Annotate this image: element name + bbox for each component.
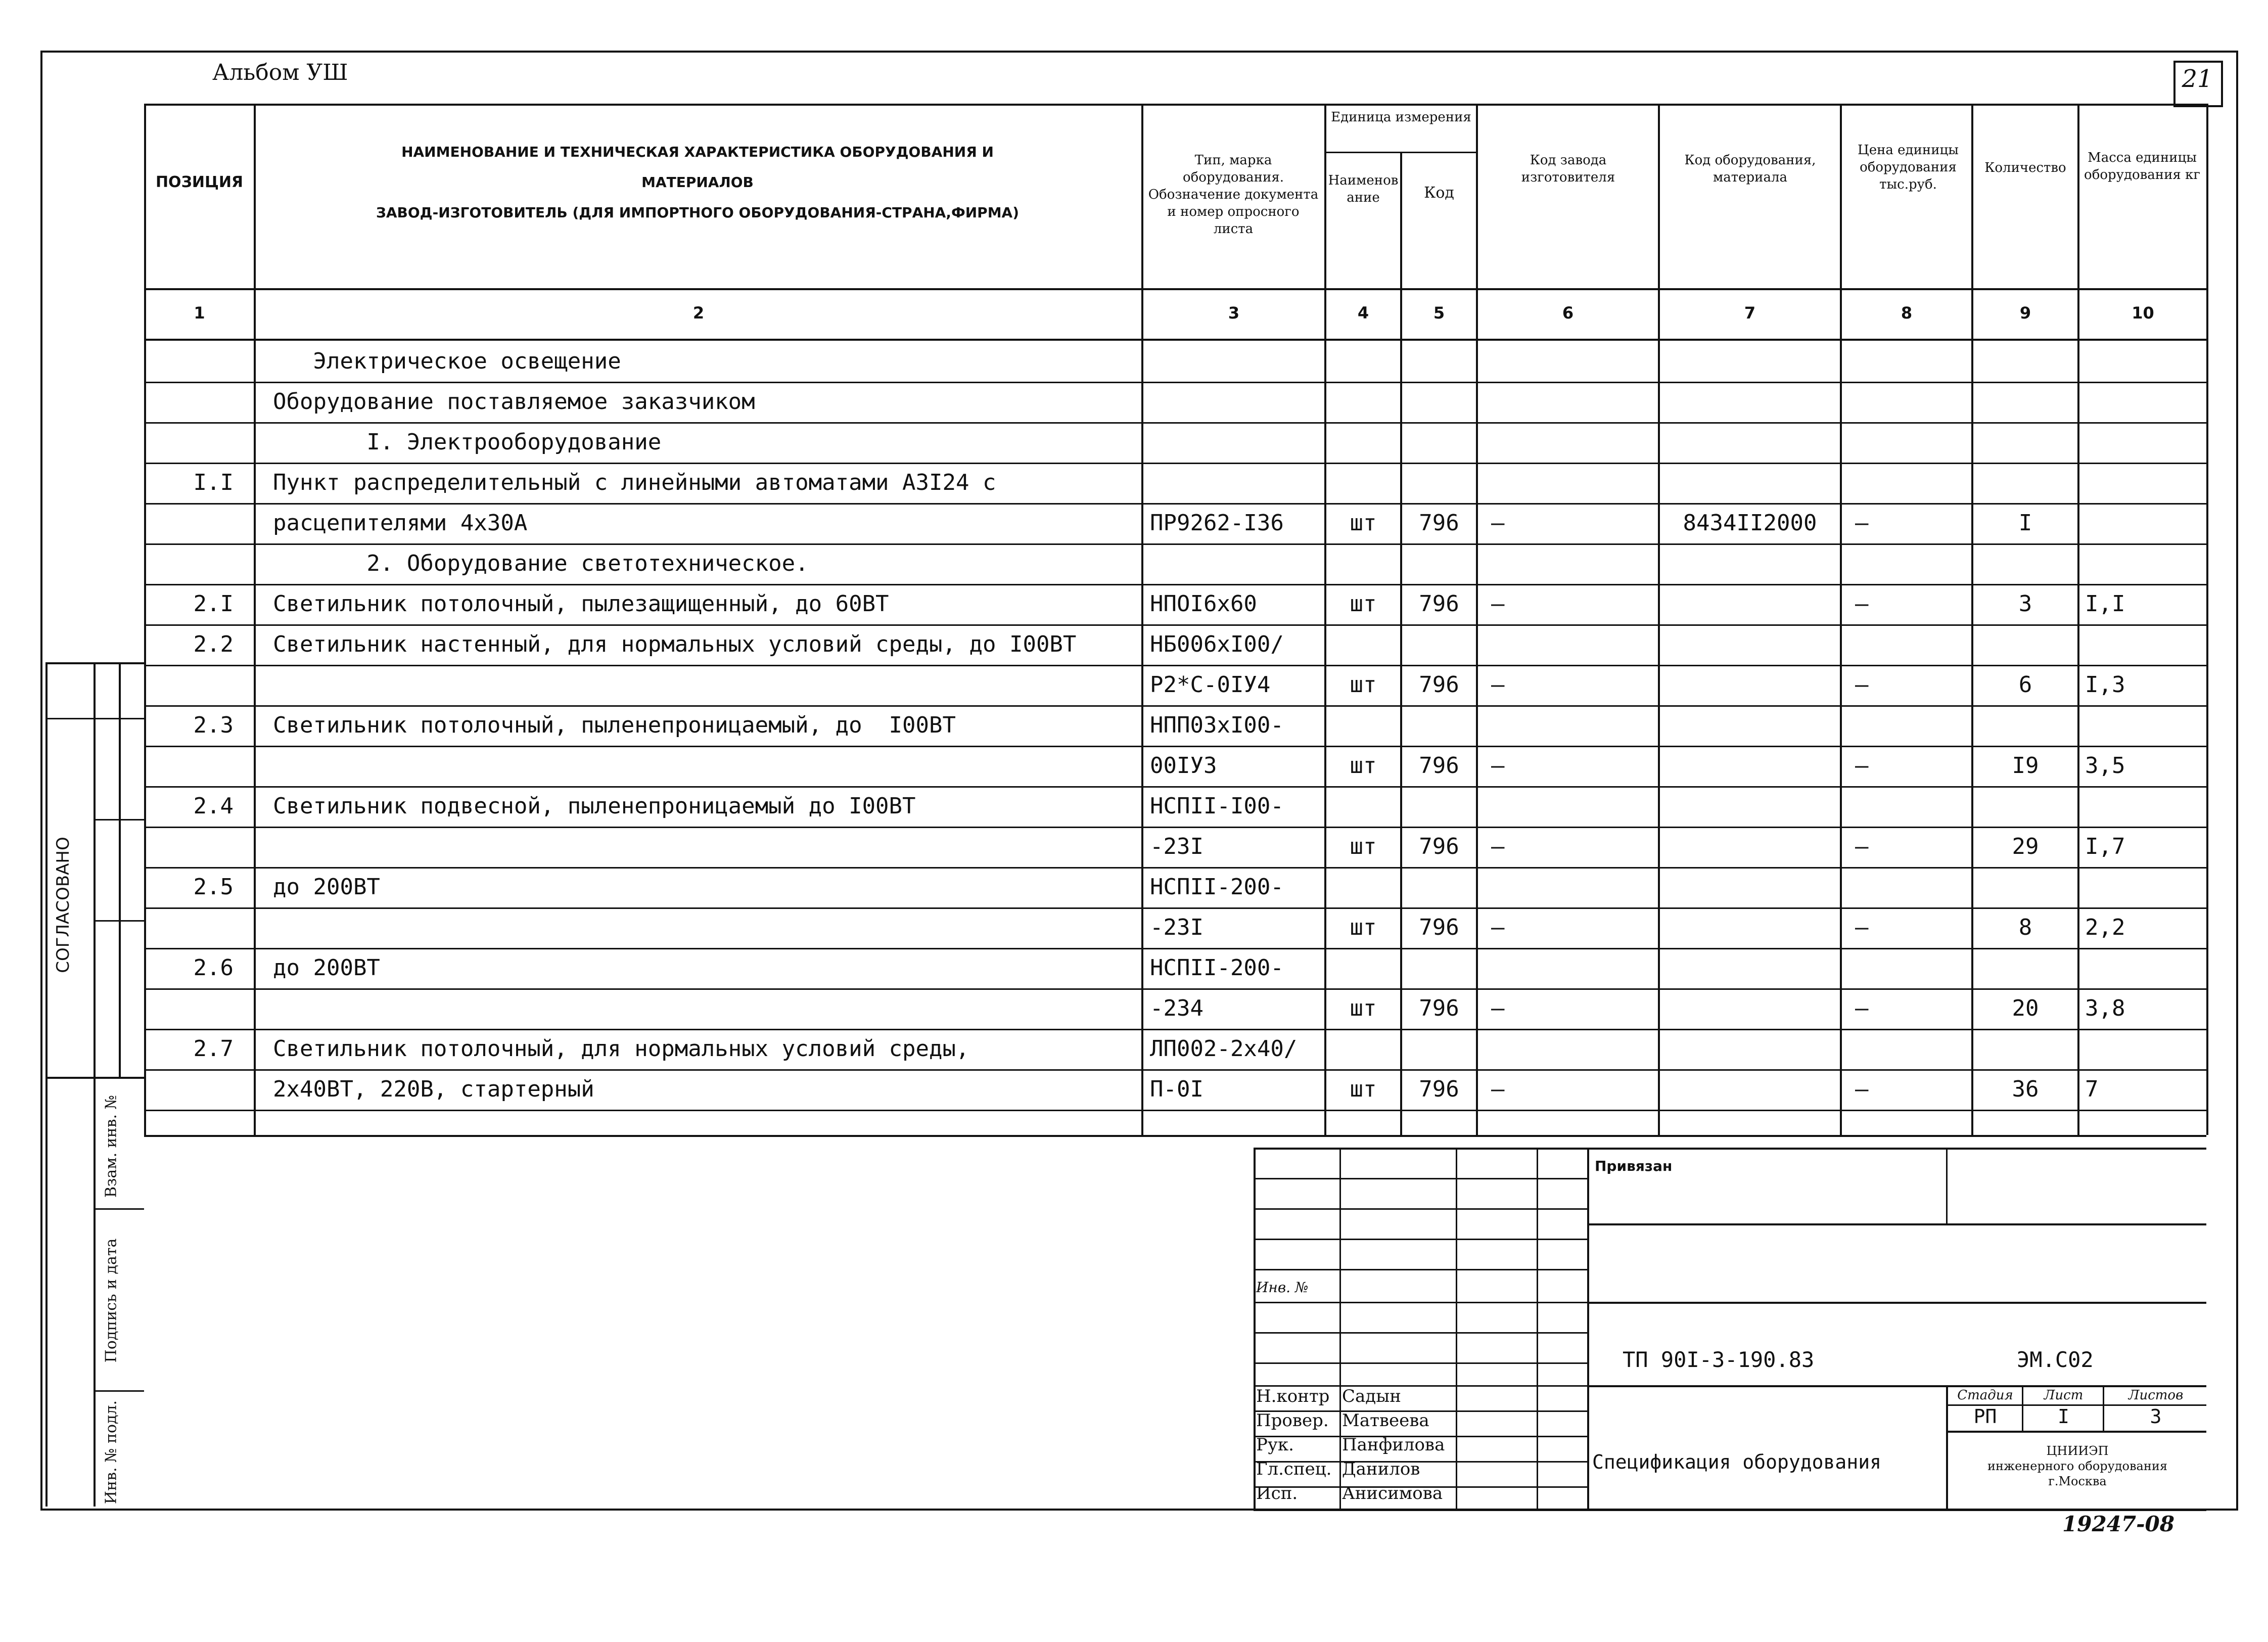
table-cell-factory: – bbox=[1491, 510, 1505, 536]
table-cell-equip: 8434II2000 bbox=[1683, 510, 1817, 536]
table-right-line bbox=[2206, 104, 2208, 1135]
table-cell-qty: I bbox=[2018, 510, 2032, 536]
table-cell-unit: шт bbox=[1350, 510, 1377, 536]
table-cell-type: НСПII-200- bbox=[1150, 955, 1284, 981]
table-cell-pos: 2.2 bbox=[193, 631, 234, 657]
table-cell-mass: 3,5 bbox=[2085, 753, 2125, 779]
table-cell-code: 796 bbox=[1419, 672, 1459, 698]
table-cell-type: Р2*С-0IУ4 bbox=[1150, 672, 1271, 698]
table-cell-factory: – bbox=[1491, 672, 1505, 698]
table-cell-unit: шт bbox=[1350, 672, 1377, 698]
table-cell-type: НПП03xI00- bbox=[1150, 712, 1284, 738]
col-num-1: 1 bbox=[194, 303, 205, 323]
col-num-9: 9 bbox=[2019, 303, 2031, 323]
col-header-unit-code: Код bbox=[1424, 184, 1454, 202]
stage-value: РП bbox=[1973, 1405, 1997, 1428]
signer-name: Данилов bbox=[1342, 1459, 1420, 1479]
privyazan-label: Привязан bbox=[1595, 1158, 1673, 1174]
table-cell-name: до 200ВТ bbox=[273, 955, 380, 981]
table-cell-pos: 2.5 bbox=[193, 874, 234, 900]
table-cell-code: 796 bbox=[1419, 753, 1459, 779]
col-line-6 bbox=[1658, 104, 1660, 1135]
col-header-name-line2: МАТЕРИАЛОВ bbox=[641, 174, 754, 191]
col-header-factory-code: Код завода изготовителя bbox=[1521, 153, 1615, 185]
col-header-equip-code: Код оборудования, материала bbox=[1684, 153, 1816, 185]
table-top-line bbox=[144, 104, 2206, 106]
col-num-10: 10 bbox=[2132, 303, 2154, 323]
org-line3: г.Москва bbox=[2048, 1474, 2107, 1488]
table-cell-name: Светильник потолочный, для нормальных условий среды, bbox=[273, 1036, 969, 1062]
table-cell-price: – bbox=[1855, 995, 1869, 1021]
table-cell-name: 2x40ВТ, 220В, стартерный bbox=[273, 1076, 594, 1102]
col-header-unit-group: Единица измерения bbox=[1331, 110, 1471, 125]
table-bottom-line bbox=[144, 1135, 2206, 1137]
table-cell-type: ПР9262-I36 bbox=[1150, 510, 1284, 536]
side-sign-date-label: Подпись и дата bbox=[102, 1238, 120, 1363]
table-cell-mass: 7 bbox=[2085, 1076, 2099, 1102]
col-line-1 bbox=[254, 104, 256, 1135]
organization bbox=[1949, 1443, 2206, 1489]
table-cell-mass: 2,2 bbox=[2085, 915, 2125, 940]
signer-role: Н.контр bbox=[1256, 1386, 1330, 1406]
signer-role: Гл.спец. bbox=[1256, 1459, 1332, 1479]
table-cell-type: -23I bbox=[1150, 834, 1204, 859]
table-cell-mass: 3,8 bbox=[2085, 995, 2125, 1021]
stage-label: Стадия bbox=[1957, 1388, 2013, 1403]
col-num-4: 4 bbox=[1357, 303, 1369, 323]
signer-name: Садын bbox=[1342, 1386, 1401, 1406]
table-cell-qty: I9 bbox=[2012, 753, 2039, 779]
table-cell-factory: – bbox=[1491, 995, 1505, 1021]
table-cell-factory: – bbox=[1491, 753, 1505, 779]
col-header-name-line1: НАИМЕНОВАНИЕ И ТЕХНИЧЕСКАЯ ХАРАКТЕРИСТИКА ОБОРУДОВАНИЯ И bbox=[401, 144, 994, 160]
table-cell-name: Светильник подвесной, пыленепроницаемый до I00ВТ bbox=[273, 793, 916, 819]
table-cell-name: Светильник потолочный, пыленепроницаемый, до I00ВТ bbox=[273, 712, 956, 738]
table-cell-pos: 2.I bbox=[193, 591, 234, 617]
header-divider bbox=[144, 288, 2206, 290]
table-cell-name: Электрическое освещение bbox=[273, 348, 621, 374]
col-line-5 bbox=[1476, 104, 1478, 1135]
document-title: Спецификация оборудования bbox=[1592, 1451, 1881, 1473]
table-cell-unit: шт bbox=[1350, 834, 1377, 859]
table-cell-name: Пункт распределительный с линейными автоматами А3I24 с bbox=[273, 470, 996, 495]
signer-name: Анисимова bbox=[1342, 1483, 1443, 1503]
signer-name: Матвеева bbox=[1342, 1410, 1429, 1431]
table-cell-name: до 200ВТ bbox=[273, 874, 380, 900]
table-cell-qty: 8 bbox=[2018, 915, 2032, 940]
table-cell-pos: 2.6 bbox=[193, 955, 234, 981]
col-num-7: 7 bbox=[1744, 303, 1756, 323]
org-line2: инженерного оборудования bbox=[1987, 1459, 2167, 1473]
table-cell-mass: I,I bbox=[2085, 591, 2125, 617]
table-cell-price: – bbox=[1855, 915, 1869, 940]
table-cell-type: ЛП002-2x40/ bbox=[1150, 1036, 1298, 1062]
inv-no-label: Инв. № bbox=[1256, 1279, 1309, 1296]
table-cell-price: – bbox=[1855, 1076, 1869, 1102]
table-cell-factory: – bbox=[1491, 591, 1505, 617]
album-label: Альбом УШ bbox=[212, 60, 348, 85]
sheet-mark: 21 bbox=[2182, 65, 2213, 93]
col-num-6: 6 bbox=[1562, 303, 1574, 323]
col-num-5: 5 bbox=[1433, 303, 1445, 323]
table-cell-type: 00IУ3 bbox=[1150, 753, 1217, 779]
table-cell-name: Светильник потолочный, пылезащищенный, до 60ВТ bbox=[273, 591, 889, 617]
table-cell-type: П-0I bbox=[1150, 1076, 1204, 1102]
col-header-price: Цена единицы оборудования тыс.руб. bbox=[1858, 143, 1959, 192]
signer-name: Панфилова bbox=[1342, 1435, 1445, 1455]
table-cell-type: -23I bbox=[1150, 915, 1204, 940]
col-header-qty: Количество bbox=[1984, 160, 2066, 175]
table-cell-pos: 2.7 bbox=[193, 1036, 234, 1062]
table-cell-unit: шт bbox=[1350, 1076, 1377, 1102]
table-cell-qty: 29 bbox=[2012, 834, 2039, 859]
table-cell-price: – bbox=[1855, 510, 1869, 536]
table-cell-unit: шт bbox=[1350, 995, 1377, 1021]
table-cell-pos: 2.3 bbox=[193, 712, 234, 738]
table-cell-factory: – bbox=[1491, 834, 1505, 859]
side-inv-orig-label: Инв. № подл. bbox=[102, 1400, 120, 1504]
table-cell-type: НСПII-I00- bbox=[1150, 793, 1284, 819]
doc-code: ТП 90I-3-190.83 bbox=[1623, 1347, 1815, 1372]
table-cell-code: 796 bbox=[1419, 510, 1459, 536]
col-header-mass: Масса единицы оборудования кг bbox=[2084, 150, 2200, 183]
sheets-label: Листов bbox=[2128, 1388, 2184, 1403]
table-cell-qty: 36 bbox=[2012, 1076, 2039, 1102]
table-cell-price: – bbox=[1855, 672, 1869, 698]
sheet-label: Лист bbox=[2044, 1388, 2084, 1403]
col-line-4 bbox=[1400, 152, 1402, 1135]
table-cell-pos: 2.4 bbox=[193, 793, 234, 819]
table-cell-type: НСПII-200- bbox=[1150, 874, 1284, 900]
sheets-value: 3 bbox=[2150, 1405, 2162, 1428]
table-cell-mass: I,3 bbox=[2085, 672, 2125, 698]
sheet-code: ЭМ.С02 bbox=[2017, 1347, 2094, 1372]
table-cell-qty: 3 bbox=[2018, 591, 2032, 617]
table-cell-name: Оборудование поставляемое заказчиком bbox=[273, 389, 755, 415]
table-cell-code: 796 bbox=[1419, 591, 1459, 617]
col-num-8: 8 bbox=[1901, 303, 1913, 323]
signer-role: Рук. bbox=[1256, 1435, 1294, 1455]
sheet-value: I bbox=[2058, 1405, 2069, 1428]
col-line-9 bbox=[2077, 104, 2079, 1135]
table-cell-code: 796 bbox=[1419, 915, 1459, 940]
table-cell-price: – bbox=[1855, 753, 1869, 779]
side-inv-swap-label: Взам. инв. № bbox=[102, 1094, 120, 1198]
table-cell-factory: – bbox=[1491, 1076, 1505, 1102]
col-header-name bbox=[258, 142, 1137, 223]
table-cell-factory: – bbox=[1491, 915, 1505, 940]
table-cell-qty: 20 bbox=[2012, 995, 2039, 1021]
table-cell-name: Светильник настенный, для нормальных условий среды, до I00ВТ bbox=[273, 631, 1077, 657]
org-line1: ЦНИИЭП bbox=[2046, 1444, 2109, 1458]
numbers-divider bbox=[144, 339, 2206, 341]
table-cell-code: 796 bbox=[1419, 1076, 1459, 1102]
col-header-unit-name: Наименование bbox=[1328, 173, 1399, 205]
table-cell-name: 2. Оборудование светотехническое. bbox=[273, 551, 809, 576]
table-cell-unit: шт bbox=[1350, 753, 1377, 779]
table-cell-code: 796 bbox=[1419, 834, 1459, 859]
table-cell-mass: I,7 bbox=[2085, 834, 2125, 859]
table-cell-unit: шт bbox=[1350, 591, 1377, 617]
table-cell-name: I. Электрооборудование bbox=[273, 429, 662, 455]
table-cell-type: НПОI6x60 bbox=[1150, 591, 1257, 617]
table-cell-name: расцепителями 4x30А bbox=[273, 510, 528, 536]
col-header-position: ПОЗИЦИЯ bbox=[155, 173, 244, 191]
table-cell-price: – bbox=[1855, 591, 1869, 617]
footer-stamp: 19247-08 bbox=[2062, 1512, 2174, 1536]
side-agreed-label: СОГЛАСОВАНО bbox=[53, 837, 73, 973]
col-header-type: Тип, марка оборудования. Обозначение документа и номер опросного листа bbox=[1148, 153, 1319, 237]
col-num-2: 2 bbox=[692, 303, 705, 323]
table-cell-type: НБ006xI00/ bbox=[1150, 631, 1284, 657]
table-cell-unit: шт bbox=[1350, 915, 1377, 940]
row-divider bbox=[144, 1110, 2206, 1111]
col-line-2 bbox=[1141, 104, 1143, 1135]
side-strip bbox=[45, 662, 144, 1507]
table-cell-price: – bbox=[1855, 834, 1869, 859]
col-num-3: 3 bbox=[1228, 303, 1240, 323]
col-line-7 bbox=[1840, 104, 1842, 1135]
table-cell-code: 796 bbox=[1419, 995, 1459, 1021]
col-header-name-line3: ЗАВОД-ИЗГОТОВИТЕЛЬ (ДЛЯ ИМПОРТНОГО ОБОРУДОВАНИЯ-СТРАНА,ФИРМА) bbox=[376, 204, 1020, 221]
signer-role: Исп. bbox=[1256, 1483, 1298, 1503]
table-cell-pos: I.I bbox=[193, 470, 234, 495]
table-cell-type: -234 bbox=[1150, 995, 1204, 1021]
signer-role: Провер. bbox=[1256, 1410, 1329, 1431]
table-cell-qty: 6 bbox=[2018, 672, 2032, 698]
